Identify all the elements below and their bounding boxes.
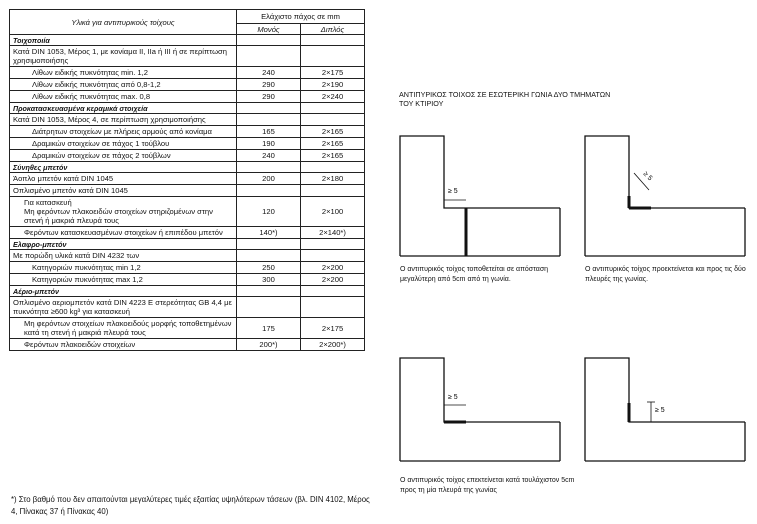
double-thickness: 2×100 [301, 197, 365, 227]
row-label: Δραμικών στοιχείων σε πάχος 1 τούβλου [10, 138, 237, 150]
caption-3: Ο αντιπυρικός τοίχος επεκτείνεται κατά τουλάχιστον 5cm προς τη μία πλευρά της γωνίας [400, 477, 575, 494]
single-thickness: 290 [237, 91, 301, 103]
single-thickness: 200*) [237, 339, 301, 351]
row-label: Διάτρητων στοιχείων με πλήρεις αρμούς από κονίαμα [10, 126, 237, 138]
empty-cell [301, 286, 365, 297]
double-thickness [301, 185, 365, 197]
double-thickness: 2×165 [301, 150, 365, 162]
double-thickness [301, 46, 365, 67]
section-row [10, 286, 365, 297]
single-thickness: 175 [237, 318, 301, 339]
table-row [10, 262, 365, 274]
double-thickness: 2×165 [301, 138, 365, 150]
row-label: Κατηγοριών πυκνότητας min 1,2 [10, 262, 237, 274]
single-thickness: 300 [237, 274, 301, 286]
row-label: Κατά DIN 1053, Μέρος 1, με κονίαμα II, IIa ή III ή σε περίπτωση χρησιμοποιήσης [10, 46, 237, 67]
empty-cell [237, 35, 301, 46]
table-row [10, 126, 365, 138]
section-row [10, 239, 365, 250]
section-title: Τοιχοποιία [10, 35, 237, 46]
empty-cell [301, 35, 365, 46]
double-thickness [301, 250, 365, 262]
header-double: Διπλός [301, 24, 365, 35]
row-label: Λίθων ειδικής πυκνότητας από 0,8-1,2 [10, 79, 237, 91]
diagram-wall-offset [400, 133, 560, 258]
table-row [10, 114, 365, 126]
section-row [10, 162, 365, 173]
table-row [10, 173, 365, 185]
double-thickness: 2×180 [301, 173, 365, 185]
double-thickness: 2×140*) [301, 227, 365, 239]
row-label: Λίθων ειδικής πυκνότητας max. 0,8 [10, 91, 237, 103]
materials-table [9, 9, 365, 351]
diagrams-title: ΑΝΤΙΠΥΡΙΚΟΣ ΤΟΙΧΟΣ ΣΕ ΕΣΩΤΕΡΙΚΗ ΓΩΝΙΑ ΔΥΟ ΤΜΗΜΑΤΩΝ ΤΟΥ ΚΤΙΡΙΟΥ [399, 90, 611, 108]
table-row [10, 339, 365, 351]
double-thickness: 2×175 [301, 67, 365, 79]
single-thickness: 190 [237, 138, 301, 150]
diagram-wall-one-side [400, 355, 560, 465]
single-thickness [237, 250, 301, 262]
row-label: Λίθων ειδικής πυκνότητας min. 1,2 [10, 67, 237, 79]
header-material: Υλικά για αντιπυρικούς τοίχους [10, 10, 237, 35]
row-label: Για κατασκευή Μη φερόντων πλακοειδών στοιχείων στηριζομένων στην στενή ή μακριά πλευρά τους [10, 197, 237, 227]
empty-cell [301, 239, 365, 250]
section-title: Σύνηθες μπετόν [10, 162, 237, 173]
empty-cell [237, 103, 301, 114]
caption-2: Ο αντιπυρικός τοίχος προεκτείνεται και προς τις δύο πλευρές της γωνίας. [585, 266, 746, 283]
row-label: Κατά DIN 1053, Μέρος 4, σε περίπτωση χρησιμοποιήσης [10, 114, 237, 126]
single-thickness [237, 114, 301, 126]
single-thickness: 120 [237, 197, 301, 227]
table-row [10, 91, 365, 103]
double-thickness: 2×190 [301, 79, 365, 91]
single-thickness: 165 [237, 126, 301, 138]
row-label: Κατηγοριών πυκνότητας max 1,2 [10, 274, 237, 286]
empty-cell [237, 162, 301, 173]
row-label: Με πορώδη υλικά κατά DIN 4232 των [10, 250, 237, 262]
empty-cell [301, 103, 365, 114]
table-row [10, 67, 365, 79]
single-thickness: 240 [237, 67, 301, 79]
empty-cell [237, 286, 301, 297]
double-thickness: 2×175 [301, 318, 365, 339]
table-row [10, 250, 365, 262]
row-label: Άοπλο μπετόν κατά DIN 1045 [10, 173, 237, 185]
single-thickness: 250 [237, 262, 301, 274]
diagram-wall-both-sides [585, 133, 745, 258]
table-row [10, 274, 365, 286]
dimension-label: ≥ 5 [448, 188, 458, 195]
dimension-label: ≥ 5 [448, 394, 458, 401]
section-title: Προκατασκευασμένα κεραμικά στοιχεία [10, 103, 237, 114]
single-thickness: 200 [237, 173, 301, 185]
row-label: Δραμικών στοιχείων σε πάχος 2 τούβλων [10, 150, 237, 162]
table-row [10, 227, 365, 239]
table-row [10, 297, 365, 318]
single-thickness [237, 297, 301, 318]
empty-cell [237, 239, 301, 250]
table-row [10, 150, 365, 162]
double-thickness: 2×165 [301, 126, 365, 138]
empty-cell [301, 162, 365, 173]
table-row [10, 185, 365, 197]
dimension-label: ≥ 5 [641, 170, 654, 183]
row-label: Οπλισμένο αεριομπετόν κατά DIN 4223 Ε στερεότητας GB 4,4 με πυκνότητα ≥600 kg³ για κατασκευή [10, 297, 237, 318]
section-title: Ελαφρο-μπετόν [10, 239, 237, 250]
double-thickness: 2×200 [301, 274, 365, 286]
section-row [10, 103, 365, 114]
double-thickness [301, 114, 365, 126]
diagram-wall-one-side-vertical [585, 355, 745, 465]
double-thickness: 2×200*) [301, 339, 365, 351]
footnote: *) Στο βαθμό που δεν απαιτούνται μεγαλύτερες τιμές εξαιτίας υψηλότερων τάσεων (βλ. DIN 4102, Μέρος 4, Πίνακας 37 ή Πίνακας 40) [11, 495, 370, 516]
header-single: Μονός [237, 24, 301, 35]
table-row [10, 197, 365, 227]
table-row [10, 138, 365, 150]
materials-table-body [10, 10, 365, 351]
single-thickness: 290 [237, 79, 301, 91]
section-title: Αέριο-μπετόν [10, 286, 237, 297]
section-row [10, 35, 365, 46]
row-label: Φερόντων κατασκευασμένων στοιχείων ή επιπέδου μπετόν [10, 227, 237, 239]
single-thickness [237, 185, 301, 197]
double-thickness: 2×200 [301, 262, 365, 274]
table-row [10, 79, 365, 91]
single-thickness [237, 46, 301, 67]
table-row [10, 46, 365, 67]
caption-1: Ο αντιπυρικός τοίχος τοποθετείται σε απόσταση μεγαλύτερη από 5cm από τη γωνία. [400, 266, 549, 283]
double-thickness [301, 297, 365, 318]
header-min-thickness: Ελάχιστο πάχος σε mm [237, 10, 365, 24]
double-thickness: 2×240 [301, 91, 365, 103]
table-row [10, 318, 365, 339]
single-thickness: 140*) [237, 227, 301, 239]
row-label: Οπλισμένο μπετόν κατά DIN 1045 [10, 185, 237, 197]
row-label: Φερόντων πλακοειδών στοιχείων [10, 339, 237, 351]
row-label: Μη φερόντων στοιχείων πλακοειδούς μορφής τοποθετημένων κατά τη στενή ή μακριά πλευρά τους [10, 318, 237, 339]
table-header-row [10, 10, 365, 24]
single-thickness: 240 [237, 150, 301, 162]
dimension-label: ≥ 5 [655, 407, 665, 414]
